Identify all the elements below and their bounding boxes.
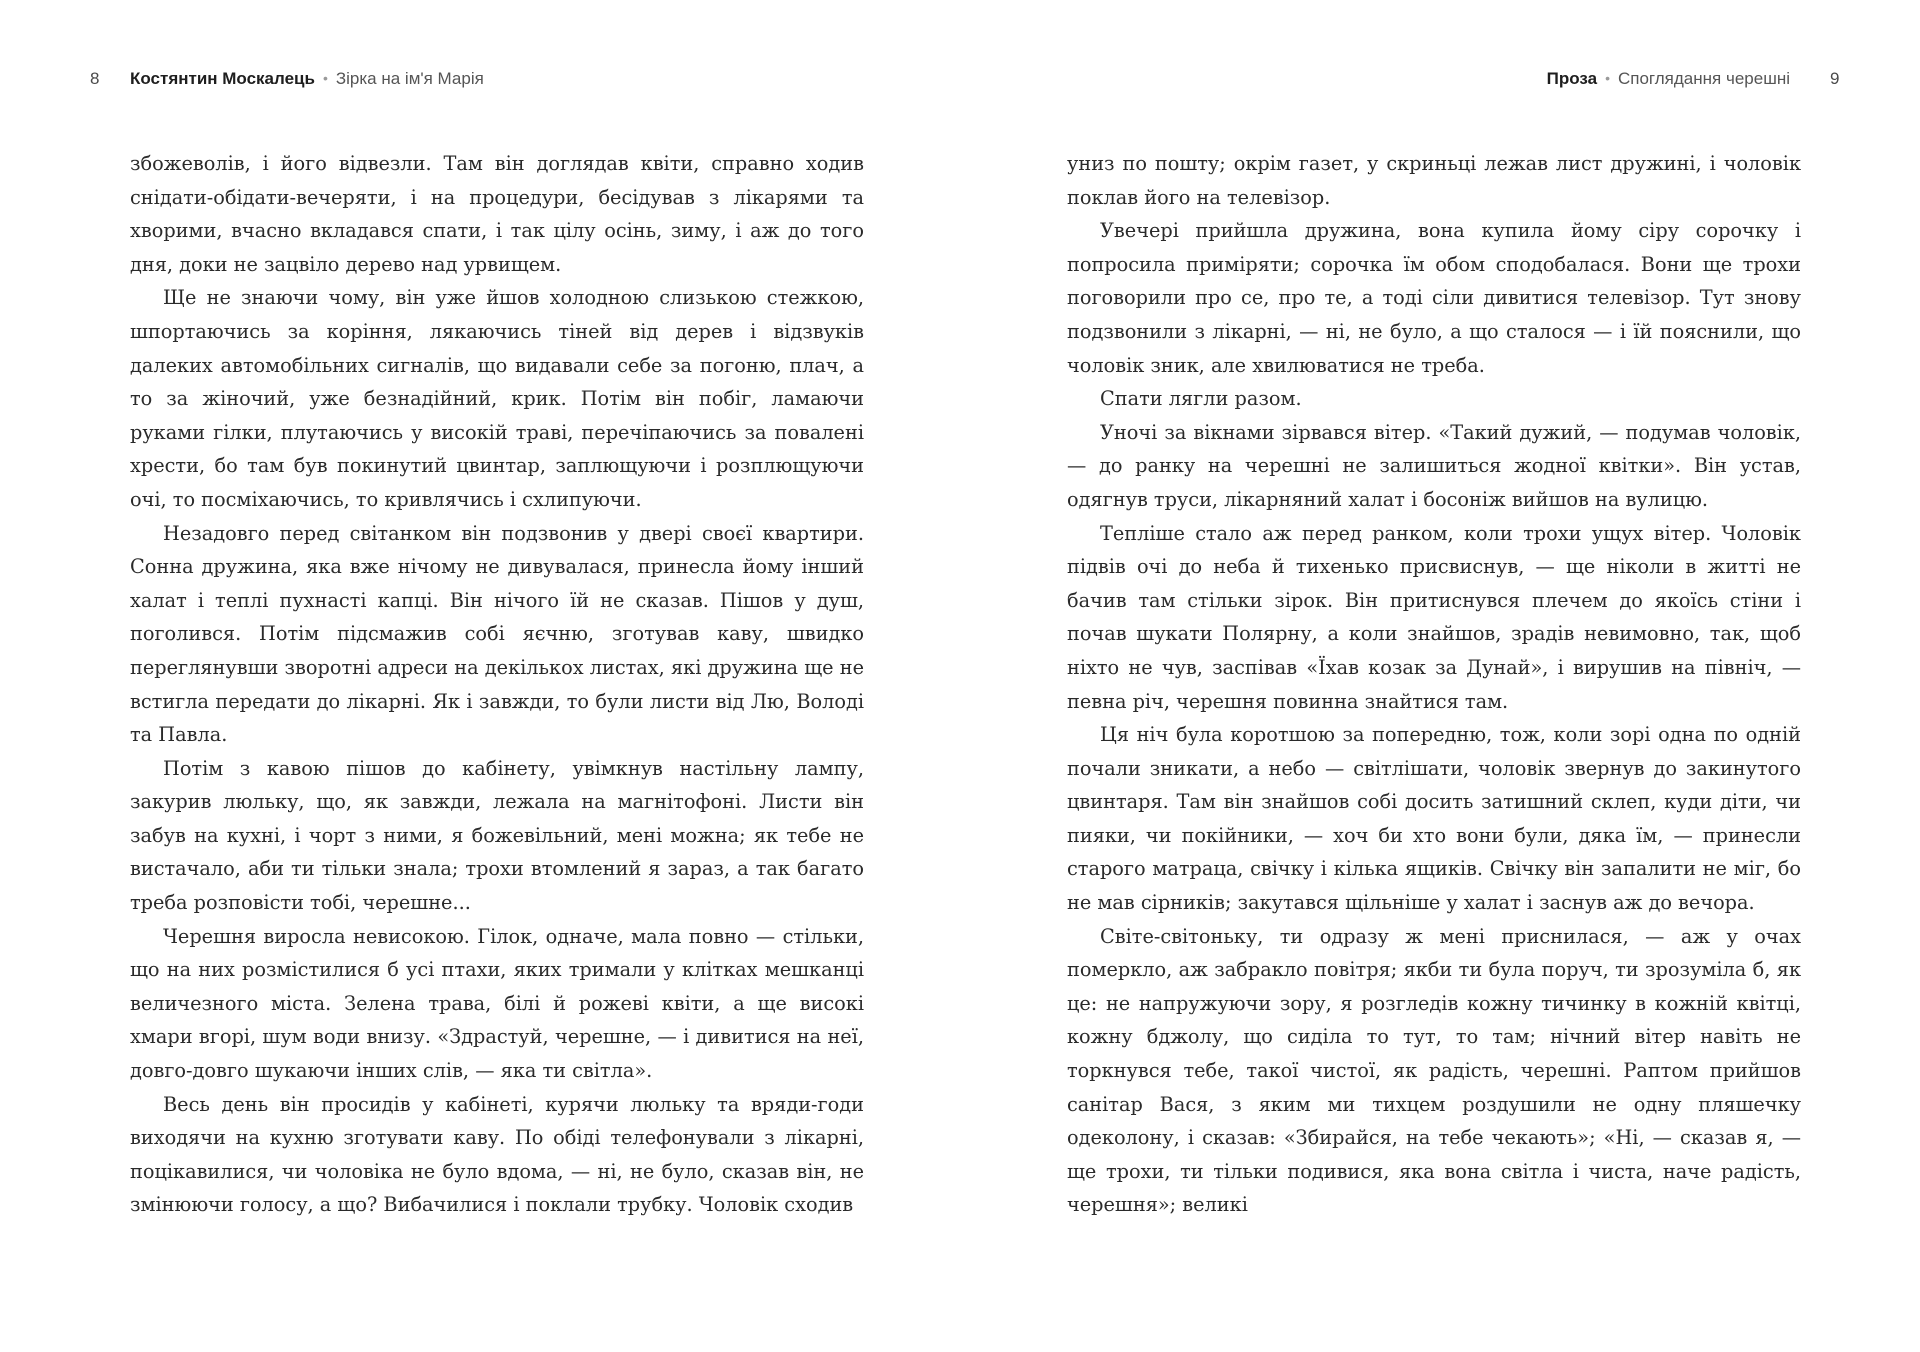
paragraph: униз по пошту; окрім газет, у скриньці лежав лист дружині, і чоловік поклав його на телевізор. <box>1067 152 1801 209</box>
paragraph: Увечері прийшла дружина, вона купила йому сіру сорочку і попросила приміряти; сорочка їм обом сподобалася. Вони ще трохи поговорили про се, про те, а тоді сіли дивитися телевізор. Тут знову подзвонили з лікарні, — ні, не було, а що сталося — і їй пояснили, що чоловік зник, але хвилюватися не треба. <box>1067 219 1801 377</box>
paragraph: Світе-світоньку, ти одразу ж мені приснилася, — аж у очах померкло, аж забракло повітря; якби ти була поруч, ти зрозуміла б, як це: не напружуючи зору, я розгледів кожну тичинку в кожній квітці, кожну бджолу, що сиділа то тут, то там; нічний вітер навіть не торкнувся тебе, такої чистої, як радість, черешні. Раптом прийшов санітар Вася, з яким ми тихцем роздушили не одну пляшечку одеколону, і сказав: «Збирайся, на тебе чекають»; «Ні, — сказав я, — ще трохи, ти тільки подивися, яка вона світла і чиста, наче радість, черешня»; великі <box>1067 924 1801 1217</box>
paragraph: Незадовго перед світанком він подзвонив у двері своєї квартири. Сонна дружина, яка вже нічому не дивувалася, принесла йому інший халат і теплі пухнасті капці. Він нічого їй не сказав. Пішов у душ, поголився. Потім підсмажив собі яєчню, зготував каву, швидко переглянувши зворотні адреси на декількох листах, які дружина ще не встигла передати до лікарні. Як і завжди, то були листи від Лю, Володі та Павла. <box>130 521 864 747</box>
left-page-number: 8 <box>90 69 100 88</box>
paragraph: Ця ніч була коротшою за попередню, тож, коли зорі одна по одній почали зникати, а небо — світлішати, чоловік звернув до закинутого цвинтаря. Там він знайшов собі досить затишний склеп, куди діти, чи пияки, чи покійники, — хоч би хто вони були, дяка їм, — принесли старого матраца, свічку і кілька ящиків. Свічку він запалити не міг, бо не мав сірників; закутався щільніше у халат і заснув аж до вечора. <box>1067 723 1801 915</box>
right-running-title <box>1547 68 1790 90</box>
paragraph: Черешня виросла невисокою. Гілок, одначе, мала повно — стільки, що на них розмістилися б усі птахи, яких тримали у клітках мешканці величезного міста. Зелена трава, білі й рожеві квіти, а ще високі хмари вгорі, шум води внизу. «Здрастуй, черешне, — і дивитися на неї, довго-довго шукаючи інших слів, — яка ти світла». <box>130 924 864 1083</box>
paragraph: Потім з кавою пішов до кабінету, увімкнув настільну лампу, закурив люльку, що, як завжди, лежала на магнітофоні. Листи він забув на кухні, і чорт з ними, я божевільний, мені можна; як тебе не вистачало, аби ти тільки знала; трохи втомлений я зараз, а так багато треба розповісти тобі, черешне... <box>130 756 864 915</box>
paragraph: Весь день він просидів у кабінеті, курячи люльку та вряди-годи виходячи на кухню зготувати каву. По обіді телефонували з лікарні, поцікавилися, чи чоловіка не було вдома, — ні, не було, сказав він, не змінюючи голосу, а що? Вибачилися і поклали трубку. Чоловік сходив <box>130 1092 864 1217</box>
paragraph: збожеволів, і його відвезли. Там він доглядав квіти, справно ходив снідати-обідати-вечеряти, і на процедури, бесідував з лікарями та хворими, вчасно вкладався спати, і так цілу осінь, зиму, і аж до того дня, доки не зацвіло дерево над урвищем. <box>130 152 864 276</box>
paragraph: Тепліше стало аж перед ранком, коли трохи ущух вітер. Чоловік підвів очі до неба й тихенько присвиснув, — ще ніколи в житті не бачив там стільки зірок. Він притиснувся плечем до якоїсь стіни і почав шукати Полярну, а коли знайшов, зрадів невимовно, так, щоб ніхто не чув, заспівав «Їхав козак за Дунай», і вирушив на північ, — певна річ, черешня повинна знайтися там. <box>1067 521 1801 713</box>
section-name: Проза <box>1546 69 1598 88</box>
left-body-text <box>130 147 864 1222</box>
story-title: Споглядання черешні <box>1618 69 1790 88</box>
left-running-title <box>130 68 484 90</box>
right-page-number: 9 <box>1830 69 1840 88</box>
paragraph: Спати лягли разом. <box>1100 387 1302 411</box>
header-separator: • <box>1605 70 1610 86</box>
author-name: Костянтин Москалець <box>130 69 315 88</box>
right-body-text <box>1067 147 1801 1222</box>
paragraph: Ще не знаючи чому, він уже йшов холодною слизькою стежкою, шпортаючись за коріння, лякаючись тіней від дерев і відзвуків далеких автомобільних сигналів, що видавали себе за погоню, плач, а то за жіночий, уже безнадійний, крик. Потім він побіг, ламаючи руками гілки, плутаючись у високій траві, перечіпаючись за повалені хрести, бо там був покинутий цвинтар, заплющуючи і розплющуючи очі, то посміхаючись, то кривлячись і схлипуючи. <box>130 286 864 511</box>
right-page <box>960 0 1920 1352</box>
paragraph: Уночі за вікнами зірвався вітер. «Такий дужий, — подумав чоловік, — до ранку на черешні не залишиться жодної квітки». Він устав, одягнув труси, лікарняний халат і босоніж вийшов на вулицю. <box>1067 420 1801 511</box>
book-title: Зірка на ім'я Марія <box>335 69 484 88</box>
header-separator: • <box>322 70 328 86</box>
